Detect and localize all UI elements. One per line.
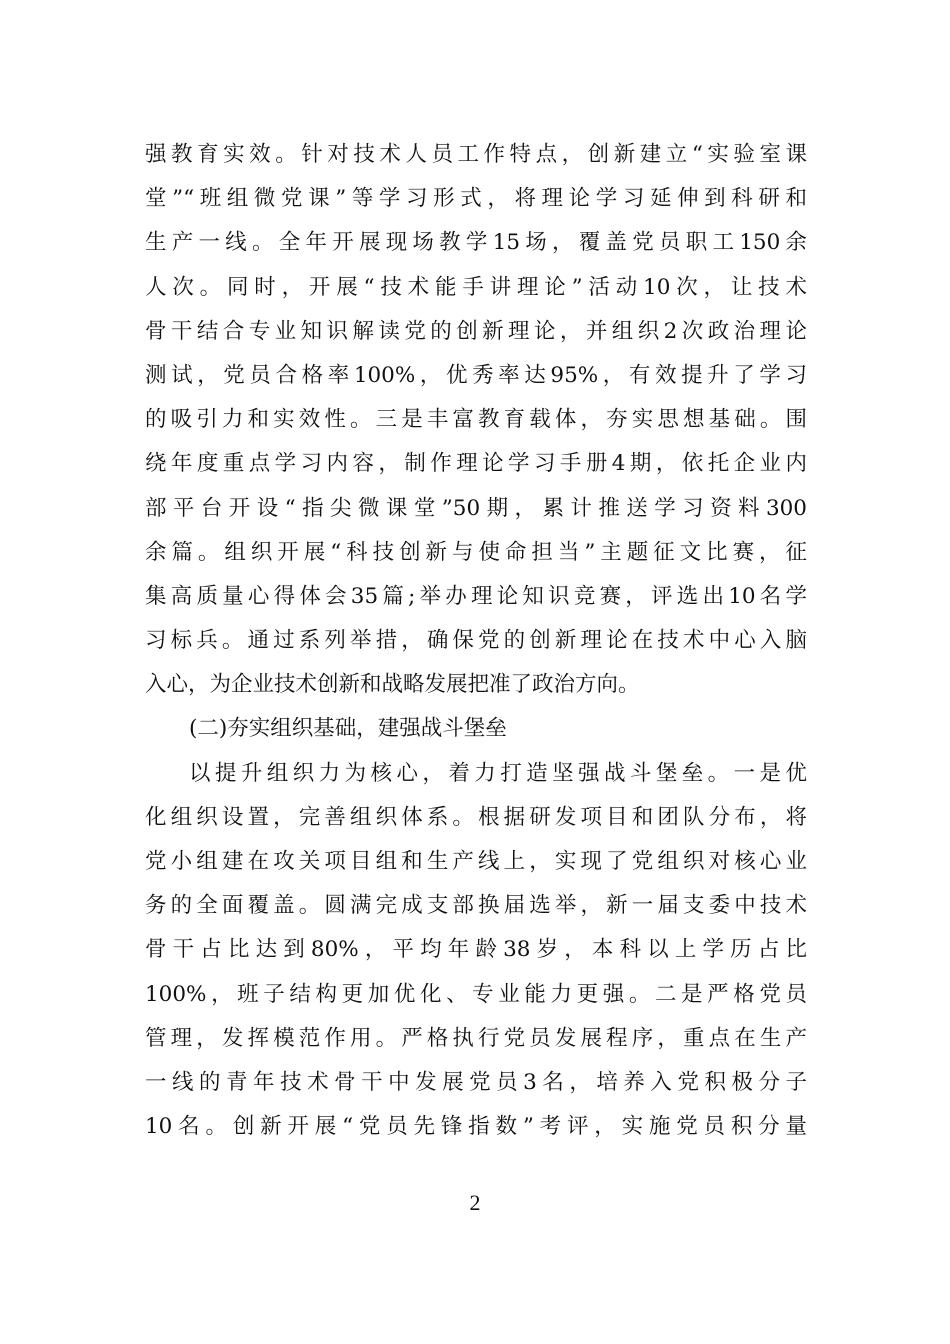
document-body <box>145 133 807 1149</box>
text-line: 堂”“班组微党课”等学习形式，将理论学习延伸到科研和 <box>145 186 807 212</box>
section-heading: (二)夯实组织基础，建强战斗堡垒 <box>189 716 507 742</box>
page-number: 2 <box>469 1190 481 1215</box>
text-line: 的吸引力和实效性。三是丰富教育载体，夯实思想基础。围 <box>145 407 807 433</box>
text-line: 管理，发挥模范作用。严格执行党员发展程序，重点在生产 <box>145 1025 807 1051</box>
text-line: 以提升组织力为核心，着力打造坚强战斗堡垒。一是优 <box>189 760 807 786</box>
text-line: 100%，班子结构更加优化、专业能力更强。二是严格党员 <box>145 981 807 1007</box>
text-line: 生产一线。全年开展现场教学15场，覆盖党员职工150余 <box>145 230 807 256</box>
text-line: 骨干占比达到80%，平均年龄38岁，本科以上学历占比 <box>145 937 807 963</box>
text-line: 一线的青年技术骨干中发展党员3名，培养入党积极分子 <box>145 1069 807 1095</box>
text-line: 习标兵。通过系列举措，确保党的创新理论在技术中心入脑 <box>145 628 807 654</box>
text-line: 人次。同时，开展“技术能手讲理论”活动10次，让技术 <box>145 274 807 300</box>
text-line: 务的全面覆盖。圆满完成支部换届选举，新一届支委中技术 <box>145 893 807 919</box>
text-line: 骨干结合专业知识解读党的创新理论，并组织2次政治理论 <box>145 318 807 344</box>
text-line: 化组织设置，完善组织体系。根据研发项目和团队分布，将 <box>145 804 807 830</box>
text-line: 强教育实效。针对技术人员工作特点，创新建立“实验室课 <box>145 142 807 167</box>
text-line: 入心，为企业技术创新和战略发展把准了政治方向。 <box>145 672 640 698</box>
text-line: 党小组建在攻关项目组和生产线上，实现了党组织对核心业 <box>145 849 807 874</box>
text-line: 测试，党员合格率100%，优秀率达95%，有效提升了学习 <box>145 362 807 388</box>
text-line: 部平台开设“指尖微课堂”50期，累计推送学习资料300 <box>145 495 807 521</box>
text-line: 绕年度重点学习内容，制作理论学习手册4期，依托企业内 <box>145 451 807 477</box>
text-line: 10名。创新开展“党员先锋指数”考评，实施党员积分量 <box>145 1114 807 1140</box>
text-line: 集高质量心得体会35篇;举办理论知识竞赛，评选出10名学 <box>145 583 807 609</box>
text-line: 余篇。组织开展“科技创新与使命担当”主题征文比赛，征 <box>145 539 807 565</box>
